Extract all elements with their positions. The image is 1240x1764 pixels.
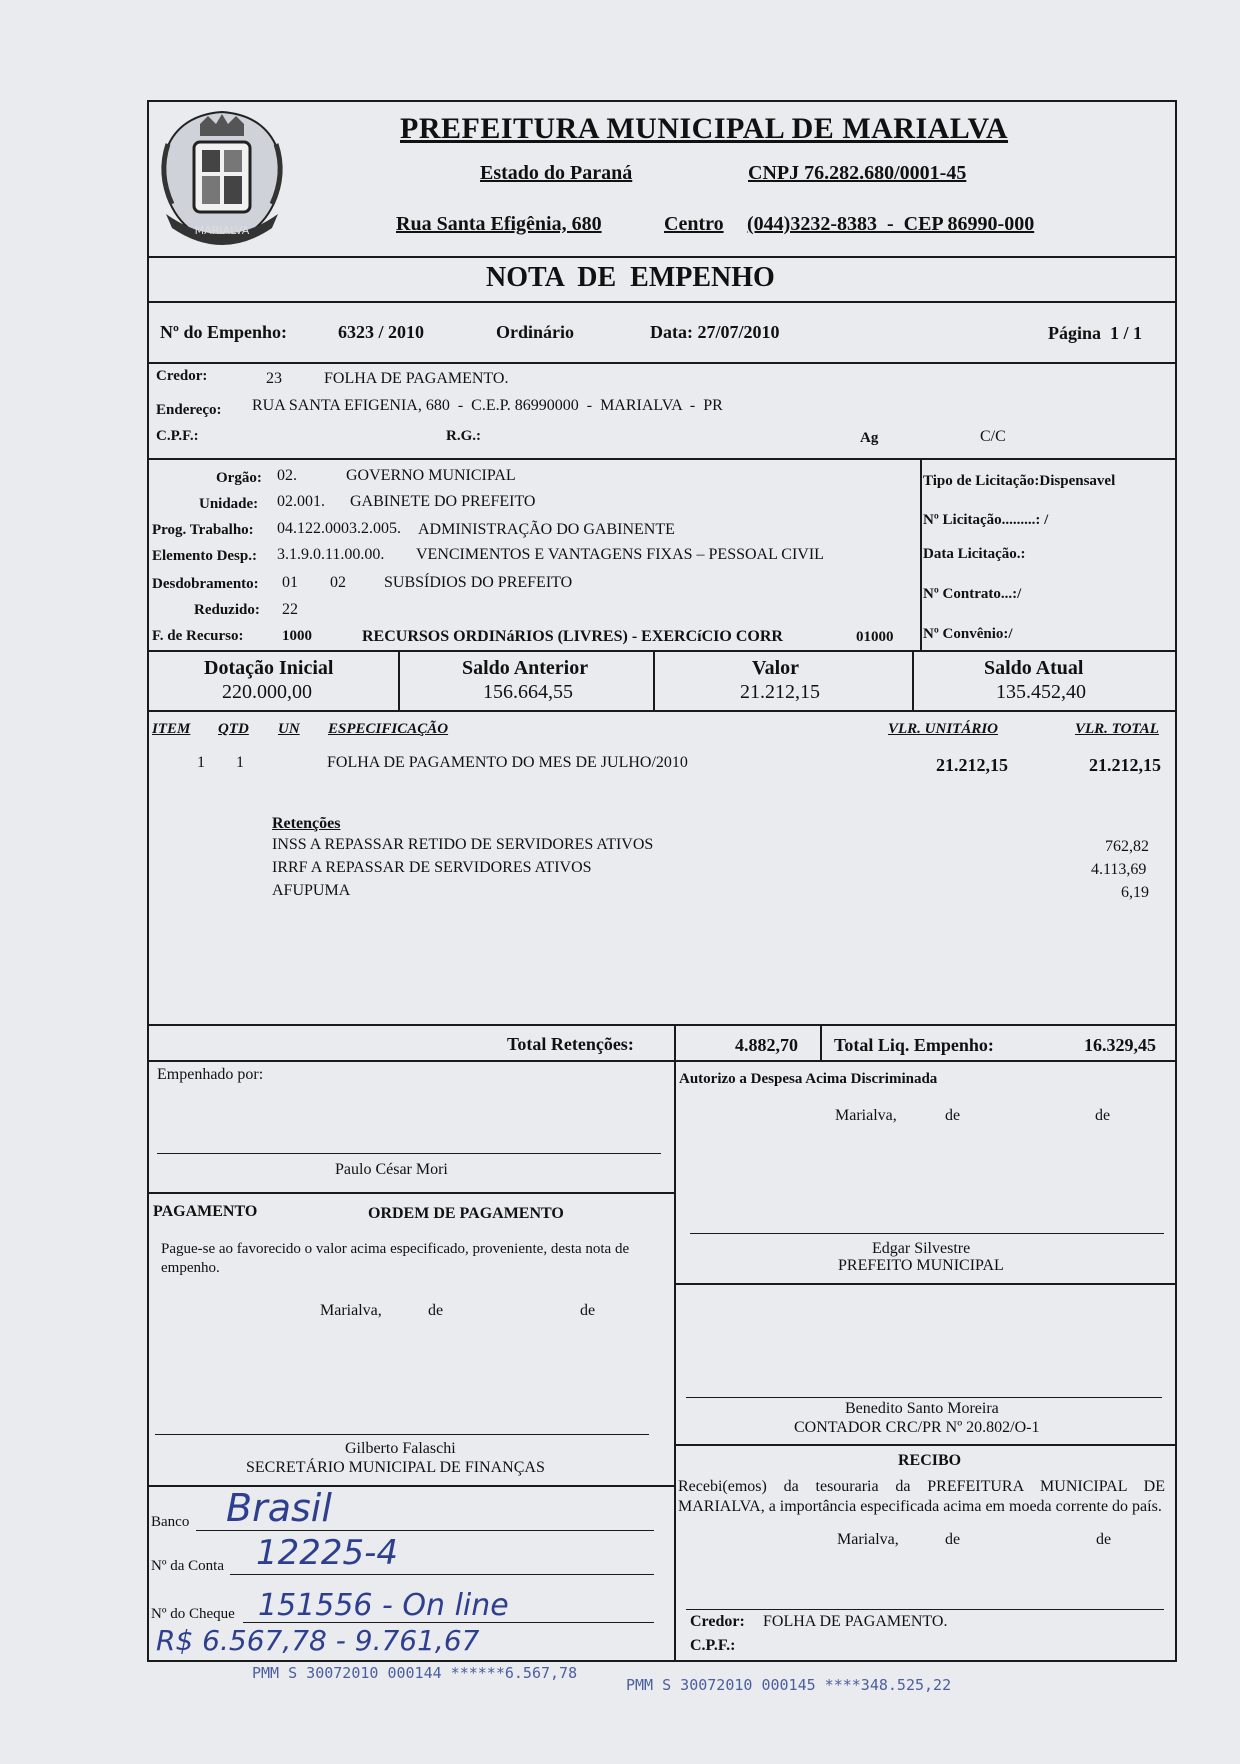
recibo-de2: de <box>1096 1531 1112 1548</box>
empenho-type: Ordinário <box>496 322 575 342</box>
reduzido-label: Reduzido: <box>194 602 260 618</box>
autorizo-de2: de <box>1095 1107 1111 1124</box>
cheque-label: Nº do Cheque <box>151 1606 235 1622</box>
retencao-desc: AFUPUMA <box>272 882 351 899</box>
saldo-anterior-value: 156.664,55 <box>483 681 573 703</box>
col-spec: ESPECIFICAÇÃO <box>328 721 449 737</box>
divider <box>147 256 1177 258</box>
col-unit-value: VLR. UNITÁRIO <box>888 721 999 737</box>
district-label: Centro <box>664 213 724 235</box>
col-un: UN <box>278 721 300 737</box>
banco-handwriting: Brasil <box>226 1486 332 1530</box>
unidade-code: 02.001. <box>277 493 325 510</box>
desdobramento-code2: 02 <box>330 574 346 591</box>
divider <box>147 362 1177 364</box>
total-liquido-label: Total Liq. Empenho: <box>834 1035 994 1055</box>
secretario-name: Gilberto Falaschi <box>345 1440 456 1457</box>
retencao-value: 6,19 <box>1121 884 1149 901</box>
cheque-handwriting: 151556 - On line <box>258 1588 509 1623</box>
conta-label: Nº da Conta <box>151 1558 224 1574</box>
signature-line <box>686 1609 1164 1610</box>
contador-role: CONTADOR CRC/PR Nº 20.802/O-1 <box>794 1419 1040 1436</box>
autorizo-label: Autorizo a Despesa Acima Discriminada <box>679 1071 938 1087</box>
recurso-code: 1000 <box>282 628 312 644</box>
document-title: NOTA DE EMPENHO <box>486 262 775 293</box>
municipality-title: PREFEITURA MUNICIPAL DE MARIALVA <box>400 112 1009 145</box>
contador-name: Benedito Santo Moreira <box>845 1400 999 1417</box>
pagamento-place: Marialva, <box>320 1302 382 1319</box>
pagamento-label: PAGAMENTO <box>153 1203 258 1220</box>
desdobramento-name: SUBSÍDIOS DO PREFEITO <box>384 574 573 591</box>
cc-label: C/C <box>980 428 1006 445</box>
dotacao-value: 220.000,00 <box>222 681 312 703</box>
credor-code: 23 <box>266 370 282 387</box>
item-qtd: 1 <box>236 754 244 771</box>
divider-v <box>653 650 655 710</box>
secretario-role: SECRETÁRIO MUNICIPAL DE FINANÇAS <box>246 1459 545 1476</box>
bank-stamp-2: PMM S 30072010 000145 ****348.525,22 <box>626 1676 952 1694</box>
retencao-desc: IRRF A REPASSAR DE SERVIDORES ATIVOS <box>272 859 592 876</box>
valores-handwriting: R$ 6.567,78 - 9.761,67 <box>156 1624 480 1657</box>
divider-v <box>820 1024 822 1060</box>
item-spec: FOLHA DE PAGAMENTO DO MES DE JULHO/2010 <box>327 754 688 771</box>
elemento-code: 3.1.9.0.11.00.00. <box>277 546 385 563</box>
divider <box>147 650 1177 652</box>
bank-stamp-1: PMM S 30072010 000144 ******6.567,78 <box>252 1664 578 1682</box>
divider-v <box>398 650 400 710</box>
recibo-text: Recebi(emos) da tesouraria da PREFEITURA MUNICIPAL DE MARIALVA, a importância especificada acima em moeda corrente do país. <box>678 1478 1165 1515</box>
prefeito-role: PREFEITO MUNICIPAL <box>838 1257 1004 1274</box>
prog-code: 04.122.0003.2.005. <box>277 520 401 537</box>
total-liquido-value: 16.329,45 <box>1084 1035 1156 1055</box>
banco-label: Banco <box>151 1514 190 1530</box>
page-indicator: Página 1 / 1 <box>1048 323 1143 343</box>
address-field-label: Endereço: <box>156 402 222 418</box>
licitacao-numero: Nº Licitação.........: / <box>923 512 1049 528</box>
recibo-place: Marialva, <box>837 1531 899 1548</box>
prog-label: Prog. Trabalho: <box>152 522 254 538</box>
address-label: Rua Santa Efigênia, 680 <box>396 213 602 235</box>
state-label: Estado do Paraná <box>480 162 633 184</box>
empenhado-label: Empenhado por: <box>157 1066 264 1083</box>
licitacao-contrato: Nº Contrato...:/ <box>923 586 1022 602</box>
empenho-date: Data: 27/07/2010 <box>650 322 780 342</box>
empenhado-name: Paulo César Mori <box>335 1161 448 1178</box>
saldo-anterior-label: Saldo Anterior <box>462 657 589 679</box>
divider-v <box>674 1024 676 1660</box>
orgao-code: 02. <box>277 467 297 484</box>
total-retencoes-value: 4.882,70 <box>735 1035 798 1055</box>
empenho-number: 6323 / 2010 <box>338 322 425 342</box>
divider-v <box>912 650 914 710</box>
licitacao-data: Data Licitação.: <box>923 546 1026 562</box>
frame-left <box>147 100 149 1662</box>
col-qtd: QTD <box>218 721 249 737</box>
pagamento-text: Pague-se ao favorecido o valor acima especificado, proveniente, desta nota de empenho. <box>161 1241 630 1276</box>
recibo-credor-label: Credor: <box>690 1613 745 1630</box>
signature-line <box>686 1397 1162 1398</box>
recibo-credor-name: FOLHA DE PAGAMENTO. <box>763 1613 948 1630</box>
saldo-atual-label: Saldo Atual <box>984 657 1084 679</box>
reduzido-code: 22 <box>282 601 298 618</box>
recibo-label: RECIBO <box>898 1452 962 1469</box>
rg-label: R.G.: <box>446 428 481 444</box>
dotacao-label: Dotação Inicial <box>204 657 334 679</box>
retencao-value: 4.113,69 <box>1091 861 1147 878</box>
recibo-de1: de <box>945 1531 961 1548</box>
retencao-value: 762,82 <box>1105 838 1149 855</box>
frame-top <box>147 100 1177 102</box>
coat-of-arms-logo <box>152 104 292 252</box>
total-retencoes-label: Total Retenções: <box>507 1034 634 1054</box>
divider-v <box>920 458 922 650</box>
recurso-code2: 01000 <box>856 629 894 645</box>
elemento-name: VENCIMENTOS E VANTAGENS FIXAS – PESSOAL CIVIL <box>416 546 824 563</box>
divider <box>147 301 1177 303</box>
signature-line <box>690 1233 1164 1234</box>
elemento-label: Elemento Desp.: <box>152 548 257 564</box>
licitacao-tipo: Tipo de Licitação:Dispensavel <box>923 473 1116 489</box>
recurso-name: RECURSOS ORDINáRIOS (LIVRES) - EXERCíCIO CORR <box>362 628 783 645</box>
saldo-atual-value: 135.452,40 <box>996 681 1086 703</box>
empenho-number-label: Nº do Empenho: <box>160 322 287 342</box>
col-item: ITEM <box>152 721 191 737</box>
divider <box>147 710 1177 712</box>
valor-value: 21.212,15 <box>740 681 820 703</box>
frame-right <box>1175 100 1177 1662</box>
signature-line <box>155 1434 649 1435</box>
orgao-label: Orgão: <box>216 470 262 486</box>
ordem-pagamento-label: ORDEM DE PAGAMENTO <box>368 1205 564 1222</box>
col-total-value: VLR. TOTAL <box>1075 721 1159 737</box>
field-line <box>196 1530 654 1531</box>
divider <box>147 1060 1177 1062</box>
divider <box>147 1192 675 1194</box>
credor-label: Credor: <box>156 368 208 384</box>
ag-label: Ag <box>860 430 879 446</box>
cpf-label: C.P.F.: <box>156 428 199 444</box>
prefeito-name: Edgar Silvestre <box>872 1240 971 1257</box>
svg-text:MARIALVA: MARIALVA <box>194 224 250 237</box>
credor-address: RUA SANTA EFIGENIA, 680 - C.E.P. 86990000 - MARIALVA - PR <box>252 397 723 414</box>
signature-line <box>157 1153 661 1154</box>
cnpj-label: CNPJ 76.282.680/0001-45 <box>748 162 967 184</box>
item-number: 1 <box>197 754 205 771</box>
autorizo-de1: de <box>945 1107 961 1124</box>
frame-bottom <box>147 1660 1177 1662</box>
pagamento-de1: de <box>428 1302 444 1319</box>
retencao-desc: INSS A REPASSAR RETIDO DE SERVIDORES ATIVOS <box>272 836 654 853</box>
prog-name: ADMINISTRAÇÃO DO GABINENTE <box>418 521 675 538</box>
item-total-value: 21.212,15 <box>1089 755 1161 775</box>
field-line <box>230 1574 654 1575</box>
item-unit-value: 21.212,15 <box>936 755 1008 775</box>
unidade-label: Unidade: <box>199 496 259 512</box>
licitacao-convenio: Nº Convênio:/ <box>923 626 1013 642</box>
desdobramento-label: Desdobramento: <box>152 576 259 592</box>
divider <box>147 1024 1177 1026</box>
divider <box>147 458 1177 460</box>
retencoes-label: Retenções <box>272 815 341 832</box>
recurso-label: F. de Recurso: <box>152 628 244 644</box>
phone-cep-label: (044)3232-8383 - CEP 86990-000 <box>747 213 1035 235</box>
desdobramento-code1: 01 <box>282 574 298 591</box>
divider <box>674 1283 1177 1285</box>
credor-name: FOLHA DE PAGAMENTO. <box>324 370 509 387</box>
pagamento-de2: de <box>580 1302 596 1319</box>
unidade-name: GABINETE DO PREFEITO <box>350 493 536 510</box>
recibo-cpf-label: C.P.F.: <box>690 1637 736 1654</box>
autorizo-place: Marialva, <box>835 1107 897 1124</box>
divider <box>674 1444 1177 1446</box>
conta-handwriting: 12225-4 <box>256 1533 399 1573</box>
valor-label: Valor <box>752 657 800 679</box>
orgao-name: GOVERNO MUNICIPAL <box>346 467 516 484</box>
